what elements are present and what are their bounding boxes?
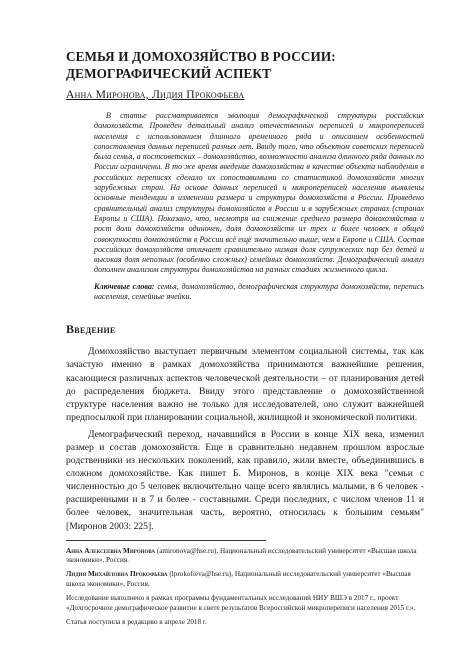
intro-paragraph-2: Демографический переход, начавшийся в России в конце XIX века, изменил размер и состав домохозяйств. Еще в сравнительно недавнем прошлом взрослые родственники из нескольких поколений, как правило, жили вместе, объединившись в сложном домохозяйстве. Как пишет Б. Миронов, в конце XIX века "семьи с численностью до 5 человек включительно чаще всего являлись малыми, в 6 человек - расширенными и в 7 и более - составными. Среди последних, с числом членов 11 и более человек, значительная часть, вероятно, относилась к большим семьям" [Миронов 2003: 225].	[66, 428, 424, 532]
footnote-author-1	[66, 547, 424, 566]
article-title-line-2: ДЕМОГРАФИЧЕСКИЙ АСПЕКТ	[66, 66, 271, 81]
abstract-text: В статье рассматривается эволюция демографической структуры российских домохозяйств. Проведен детальный анализ отечественных переписей и микропереписей населения с использованием длинного временного ряда и описанием особенностей сопоставления данных переписей разных лет. Ввиду того, что объектом советских переписей была семья, а постсоветских – домохозяйство, возможности анализа длинного ряда данных по России ограничены. В то же время введение домохозяйства в качестве объекта наблюдения в российских переписях сделало их сопоставимыми со статистикой домохозяйств многих зарубежных стран. На основе данных переписей и микропереписей населения выявлены основные тенденции в изменении размера и структуры домохозяйств в России. Проведено сравнительный анализ структуры домохозяйств в России и в зарубежных странах (странах Европы и США). Показано, что, несмотря на снижение среднего размера домохозяйства и рост доли домохозяйств одиночек, доля домохозяйств из трех и более человек в общей совокупности домохозяйств в России всё ещё значительно выше, чем в Европе и США. Состав российских домохозяйств отличает сравнительно низкая доля супружеских пар без детей и высокая доля непозных (особенно сложных) семейных домохозяйств. Демографический анализ дополнен анализом структуры домохозяйства на разных стадиях жизненного цикла.	[94, 111, 424, 275]
article-authors: Анна Миронова, Лидия Прокофьева	[66, 88, 245, 101]
footnote-author-1-affiliation: (amironova@hse.ru), Национальный исследовательский университет «Высшая школа экономики», Россия.	[66, 546, 417, 565]
intro-paragraph-1: Домохозяйство выступает первичным элементом социальной системы, так как зачастую именно в рамках домохозяйства принимаются важнейшие решения, касающиеся различных аспектов человеческой деятельности – от планирования детей до распределения бюджета. Ввиду этого представление о домохозяйственной структуре населения важно не только для исследователей, оно служит важнейшей предпосылкой при планировании социальной, жилищной и экономической политики.	[66, 346, 424, 423]
article-title	[66, 48, 424, 82]
footnote-author-1-name: Анна Алексеевна Миронова	[66, 546, 156, 555]
keywords	[94, 282, 424, 303]
section-heading-introduction: Введение	[66, 322, 116, 337]
footnote-author-2	[66, 570, 424, 589]
footnote-funding: Исследование выполнено в рамках программы фундаментальных исследований НИУ ВШЭ в 2017 г., проект «Долгосрочное демографическое развитие в свете результатов Всероссийской микропереписи населения 2015 г.».	[66, 594, 416, 612]
footnote-divider	[66, 540, 266, 541]
abstract-block	[94, 111, 424, 302]
footnote-author-2-affiliation: (lprokofieva@hse.ru), Национальный исследовательский университет «Высшая школа экономики», Россия.	[66, 570, 411, 588]
keywords-text: семья, домохозяйство, демографическая структура домохозяйств, перепись населения, семейные ячейки.	[94, 281, 424, 302]
footnote-author-2-name: Лидия Михайловна Прокофьева	[66, 570, 168, 579]
article-title-line-1: СЕМЬЯ И ДОМОХОЗЯЙСТВО В РОССИИ:	[66, 49, 336, 64]
keywords-label: Ключевые слова:	[94, 281, 155, 291]
footnote-received-date: Статья поступила в редакцию в апреле 2018 г.	[66, 618, 207, 627]
